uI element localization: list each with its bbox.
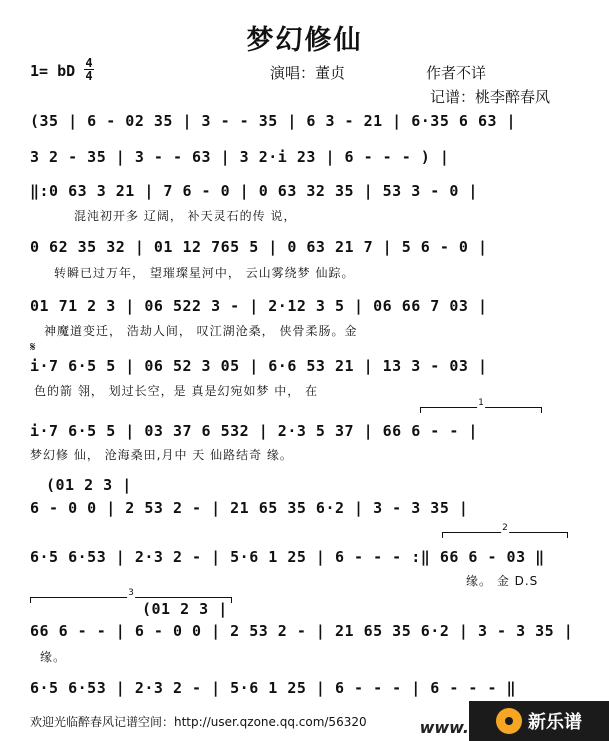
score-line-2-notes: 3 2 - 35 | 3 - - 63 | 3 2·i 23 | 6 - - - ) |	[30, 148, 450, 166]
transcriber: 记谱：桃李醉春风	[430, 88, 551, 106]
logo-text: 新乐谱	[528, 712, 582, 733]
score-line-3-notes: ‖:0 63 3 21 | 7 6 - 0 | 0 63 32 35 | 53 3 - 0 |	[30, 182, 478, 200]
footer-text: 欢迎光临醉春风记谱空间：http://user.qzone.qq.com/56320	[30, 715, 367, 729]
bracket-number: 1	[478, 398, 484, 408]
time-signature-top: 4	[85, 56, 93, 70]
site-logo[interactable]	[469, 701, 609, 741]
bracket-number-2: 2	[502, 523, 508, 533]
key-signature: 1= bD	[30, 62, 76, 80]
bracket-number-3: 3	[128, 588, 134, 598]
time-signature-bottom: 4	[85, 69, 93, 83]
score-line-1-notes: (35 | 6 - 02 35 | 3 - - 35 | 6 3 - 21 | 6·35 6 63 |	[30, 112, 517, 130]
repeat-bracket-2	[442, 523, 568, 538]
score-line-6-lyric: 色的箭 翎， 划过长空，是 真是幻宛如梦 中， 在	[34, 384, 319, 398]
score-line-10-notes: 6·5 6·53 | 2·3 2 - | 5·6 1 25 | 6 - - - :‖ 66 6 - 03 ‖	[30, 548, 545, 566]
score-line-3-lyric: 混沌初开多 辽阔， 补天灵石的传 说，	[74, 209, 297, 223]
score-line-4-lyric: 转瞬已过万年， 望璀璨星河中， 云山雾绕梦 仙踪。	[54, 266, 355, 280]
score-line-12-lyric: 缘。	[40, 650, 67, 664]
author: 作者不详	[426, 64, 487, 82]
watermark-text: www.	[419, 718, 469, 737]
score-line-12-notes: 66 6 - - | 6 - 0 0 | 2 53 2 - | 21 65 35 6·2 | 3 - 3 35 |	[30, 622, 574, 640]
repeat-bracket	[420, 398, 542, 413]
score-line-10-lyric: 缘。 金 D.S	[466, 574, 539, 588]
score-line-4-notes: 0 62 35 32 | 01 12 765 5 | 0 63 21 7 | 5 6 - 0 |	[30, 238, 488, 256]
singer: 演唱：董贞	[270, 64, 346, 82]
score-line-6-notes: i·7 6·5 5 | 06 52 3 05 | 6·6 53 21 | 13 3 - 03 |	[30, 357, 488, 375]
time-signature	[84, 57, 94, 82]
score-line-7-notes: i·7 6·5 5 | 03 37 6 532 | 2·3 5 37 | 66 6 - - |	[30, 422, 478, 440]
score-line-5-notes: 01 71 2 3 | 06 522 3 - | 2·12 3 5 | 06 66 7 03 |	[30, 297, 488, 315]
score-line-8-notes: (01 2 3 |	[46, 476, 132, 494]
segno-sign-icon: 𝄋	[30, 340, 36, 355]
score-line-7-lyric: 梦幻修 仙， 沧海桑田,月中 天 仙路结奇 缘。	[30, 448, 293, 462]
score-line-11-notes: (01 2 3 |	[142, 600, 228, 618]
song-title: 梦幻修仙	[246, 25, 363, 56]
score-line-5-lyric: 神魔道变迁， 浩劫人间， 叹江湖沧桑， 侠骨柔肠。金	[44, 324, 358, 338]
score-line-9-notes: 6 - 0 0 | 2 53 2 - | 21 65 35 6·2 | 3 - 3 35 |	[30, 499, 469, 517]
score-line-13-notes: 6·5 6·53 | 2·3 2 - | 5·6 1 25 | 6 - - - | 6 - - - ‖	[30, 679, 517, 697]
record-disc-icon	[496, 708, 522, 734]
